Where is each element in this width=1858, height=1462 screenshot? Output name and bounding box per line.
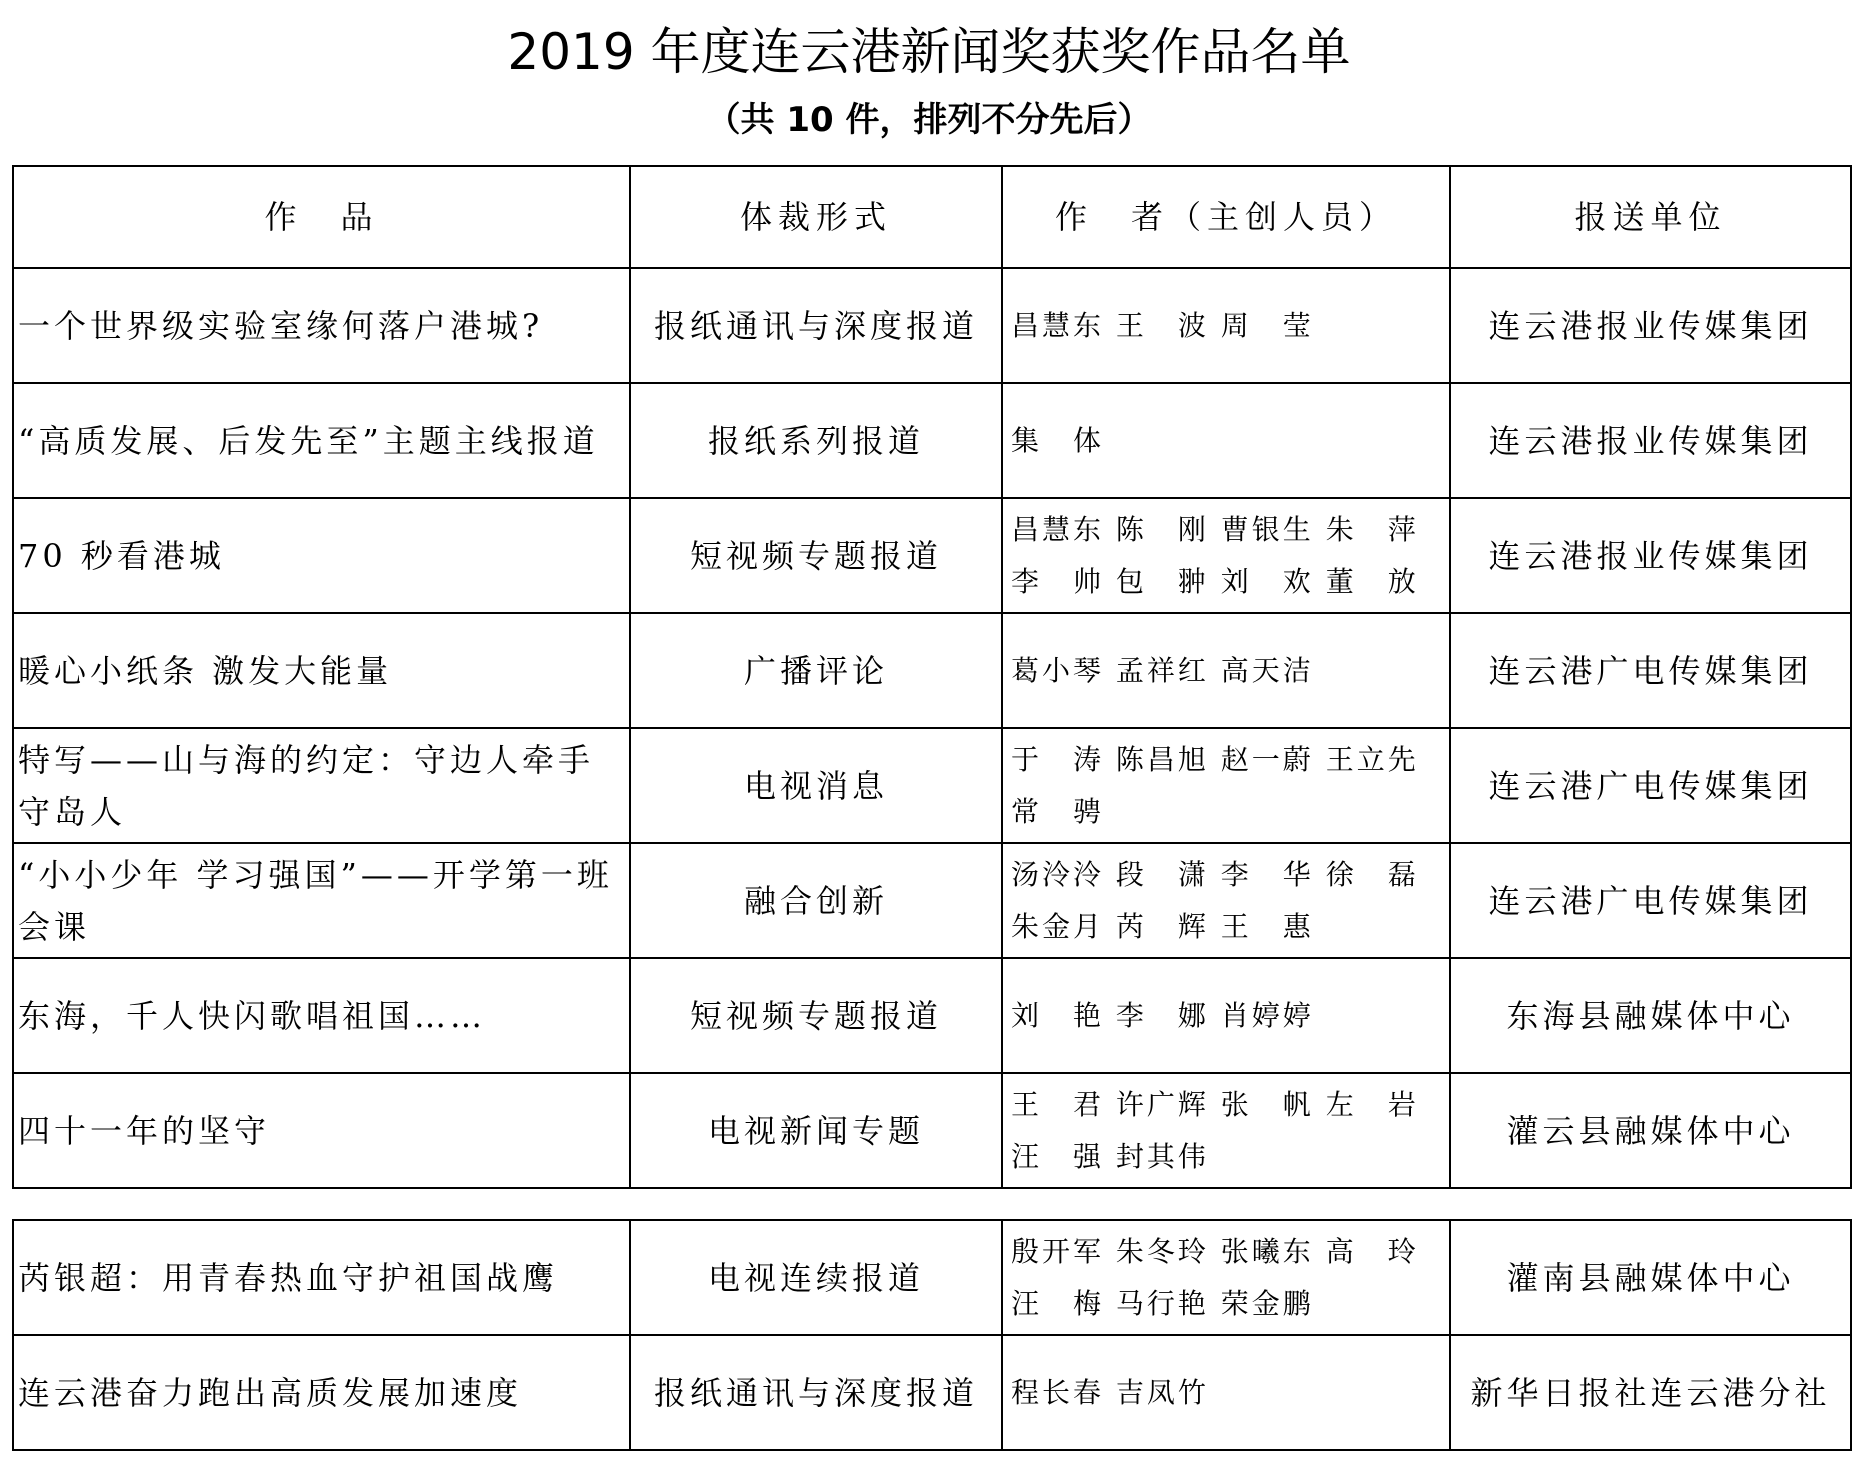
header-org: 报送单位 [1450, 166, 1851, 268]
table-row [13, 728, 1851, 843]
author-line: 王 君 许广辉 张 帆 左 岩 [1011, 1087, 1419, 1121]
cell-work: 东海，千人快闪歌唱祖国…… [13, 958, 630, 1073]
cell-authors [1002, 268, 1450, 383]
cell-authors [1002, 1073, 1450, 1188]
table-row [13, 958, 1851, 1073]
cell-authors [1002, 728, 1450, 843]
cell-org: 连云港报业传媒集团 [1450, 383, 1851, 498]
table-row [13, 383, 1851, 498]
cell-org: 连云港广电传媒集团 [1450, 613, 1851, 728]
cell-work: 芮银超：用青春热血守护祖国战鹰 [13, 1220, 630, 1335]
page-subtitle: （共 10 件，排列不分先后） [706, 100, 1152, 140]
author-line: 常 骋 [1011, 794, 1105, 828]
header-author: 作 者（主创人员） [1002, 166, 1450, 268]
header-genre: 体裁形式 [630, 166, 1002, 268]
author-line: 刘 艳 李 娜 肖婷婷 [1011, 998, 1314, 1032]
cell-authors [1002, 498, 1450, 613]
cell-org: 新华日报社连云港分社 [1450, 1335, 1851, 1450]
cell-work: 特写——山与海的约定：守边人牵手守岛人 [13, 728, 630, 843]
awards-table-continued [12, 1219, 1852, 1451]
author-line: 于 涛 陈昌旭 赵一蔚 王立先 [1011, 742, 1419, 776]
table-row [13, 498, 1851, 613]
cell-org: 连云港广电传媒集团 [1450, 843, 1851, 958]
author-line: 集 体 [1011, 423, 1105, 457]
table-row [13, 843, 1851, 958]
cell-genre: 电视连续报道 [630, 1220, 1002, 1335]
author-line: 汤泠泠 段 潇 李 华 徐 磊 [1011, 857, 1419, 891]
cell-work: 四十一年的坚守 [13, 1073, 630, 1188]
author-line: 李 帅 包 翀 刘 欢 董 放 [1011, 564, 1419, 598]
cell-genre: 报纸通讯与深度报道 [630, 268, 1002, 383]
table-row [13, 1220, 1851, 1335]
cell-authors [1002, 843, 1450, 958]
cell-genre: 短视频专题报道 [630, 498, 1002, 613]
cell-genre: 电视新闻专题 [630, 1073, 1002, 1188]
cell-authors [1002, 1335, 1450, 1450]
cell-org: 连云港报业传媒集团 [1450, 268, 1851, 383]
cell-work: “小小少年 学习强国”——开学第一班会课 [13, 843, 630, 958]
cell-authors [1002, 383, 1450, 498]
table-row [13, 268, 1851, 383]
author-line: 汪 梅 马行艳 荣金鹏 [1011, 1286, 1314, 1320]
cell-authors [1002, 613, 1450, 728]
cell-genre: 融合创新 [630, 843, 1002, 958]
author-line: 葛小琴 孟祥红 高天洁 [1011, 653, 1314, 687]
cell-authors [1002, 1220, 1450, 1335]
cell-genre: 短视频专题报道 [630, 958, 1002, 1073]
author-line: 汪 强 封其伟 [1011, 1139, 1209, 1173]
author-line: 昌慧东 陈 刚 曹银生 朱 萍 [1011, 512, 1419, 546]
cell-authors [1002, 958, 1450, 1073]
table-row [13, 1335, 1851, 1450]
cell-work: 70 秒看港城 [13, 498, 630, 613]
cell-work: 暖心小纸条 激发大能量 [13, 613, 630, 728]
cell-org: 灌南县融媒体中心 [1450, 1220, 1851, 1335]
cell-work: 一个世界级实验室缘何落户港城? [13, 268, 630, 383]
author-line: 殷开军 朱冬玲 张曦东 高 玲 [1011, 1234, 1419, 1268]
cell-org: 连云港报业传媒集团 [1450, 498, 1851, 613]
cell-genre: 电视消息 [630, 728, 1002, 843]
table-header-row [13, 166, 1851, 268]
cell-org: 灌云县融媒体中心 [1450, 1073, 1851, 1188]
cell-work: 连云港奋力跑出高质发展加速度 [13, 1335, 630, 1450]
author-line: 朱金月 芮 辉 王 惠 [1011, 909, 1314, 943]
awards-table [12, 165, 1852, 1189]
header-work: 作 品 [13, 166, 630, 268]
author-line: 程长春 吉凤竹 [1011, 1375, 1209, 1409]
author-line: 昌慧东 王 波 周 莹 [1011, 308, 1314, 342]
cell-genre: 广播评论 [630, 613, 1002, 728]
page-title: 2019 年度连云港新闻奖获奖作品名单 [507, 23, 1351, 81]
cell-org: 东海县融媒体中心 [1450, 958, 1851, 1073]
cell-genre: 报纸系列报道 [630, 383, 1002, 498]
table-row [13, 1073, 1851, 1188]
table-row [13, 613, 1851, 728]
cell-genre: 报纸通讯与深度报道 [630, 1335, 1002, 1450]
cell-work: “高质发展、后发先至”主题主线报道 [13, 383, 630, 498]
cell-org: 连云港广电传媒集团 [1450, 728, 1851, 843]
